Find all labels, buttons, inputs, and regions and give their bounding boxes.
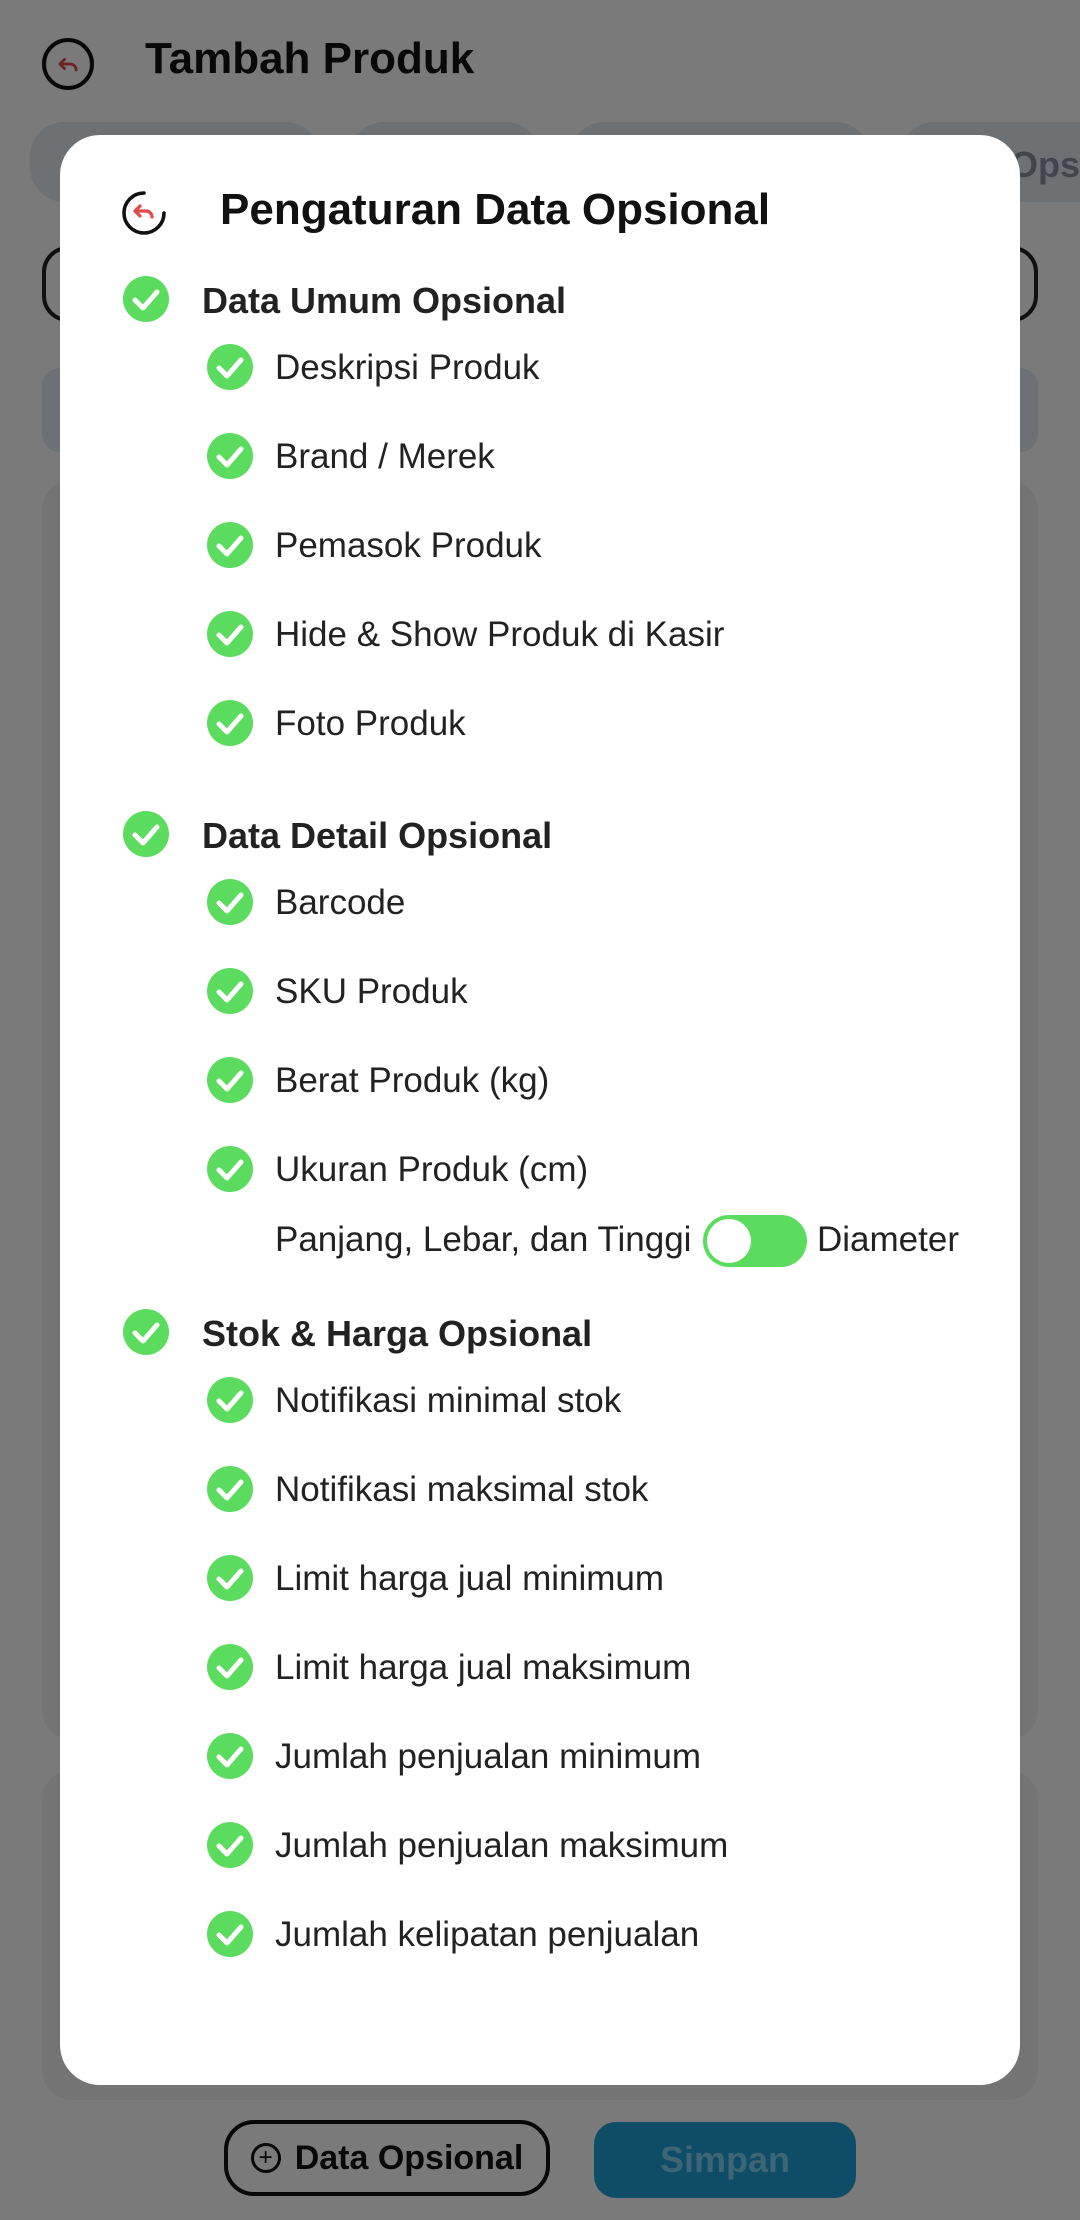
item-checkbox[interactable] (206, 432, 254, 480)
item-label: Barcode (275, 883, 406, 922)
check-circle-icon (206, 521, 254, 569)
item-checkbox[interactable] (206, 1732, 254, 1780)
item-checkbox[interactable] (206, 1554, 254, 1602)
back-arrow-icon[interactable] (120, 189, 168, 237)
item-checkbox[interactable] (206, 610, 254, 658)
item-label: Jumlah penjualan minimum (275, 1737, 702, 1776)
optional-data-settings-modal (60, 135, 1020, 2085)
check-circle-icon (206, 967, 254, 1015)
section-checkbox[interactable] (122, 275, 170, 323)
check-circle-icon (206, 1821, 254, 1869)
item-label: Jumlah penjualan maksimum (275, 1826, 729, 1865)
check-circle-icon (206, 1554, 254, 1602)
item-label: Brand / Merek (275, 437, 495, 476)
item-label: Hide & Show Produk di Kasir (275, 615, 725, 654)
item-checkbox[interactable] (206, 1910, 254, 1958)
check-circle-icon (206, 1643, 254, 1691)
check-circle-icon (206, 1910, 254, 1958)
item-label: SKU Produk (275, 972, 468, 1011)
check-circle-icon (206, 878, 254, 926)
size-mode-option-dimensions[interactable]: Panjang, Lebar, dan Tinggi (275, 1220, 692, 1259)
item-label: Notifikasi minimal stok (275, 1381, 622, 1420)
item-label: Jumlah kelipatan penjualan (275, 1915, 700, 1954)
check-circle-icon (122, 275, 170, 323)
item-label: Berat Produk (kg) (275, 1061, 550, 1100)
item-checkbox[interactable] (206, 699, 254, 747)
item-checkbox[interactable] (206, 967, 254, 1015)
section-label: Data Detail Opsional (202, 815, 553, 856)
item-label: Foto Produk (275, 704, 466, 743)
item-checkbox[interactable] (206, 1145, 254, 1193)
check-circle-icon (206, 610, 254, 658)
item-label: Limit harga jual minimum (275, 1559, 665, 1598)
size-mode-option-diameter[interactable]: Diameter (817, 1220, 959, 1259)
item-label: Limit harga jual maksimum (275, 1648, 692, 1687)
section-checkbox[interactable] (122, 810, 170, 858)
item-label: Deskripsi Produk (275, 348, 540, 387)
size-mode-toggle[interactable] (703, 1215, 807, 1267)
item-checkbox[interactable] (206, 1643, 254, 1691)
toggle-knob (707, 1219, 751, 1263)
section-checkbox[interactable] (122, 1308, 170, 1356)
check-circle-icon (206, 1145, 254, 1193)
item-checkbox[interactable] (206, 1376, 254, 1424)
item-checkbox[interactable] (206, 1821, 254, 1869)
item-checkbox[interactable] (206, 1465, 254, 1513)
check-circle-icon (206, 1056, 254, 1104)
item-checkbox[interactable] (206, 521, 254, 569)
check-circle-icon (122, 810, 170, 858)
item-label: Notifikasi maksimal stok (275, 1470, 649, 1509)
check-circle-icon (206, 1465, 254, 1513)
check-circle-icon (206, 432, 254, 480)
check-circle-icon (206, 343, 254, 391)
section-label: Stok & Harga Opsional (202, 1313, 593, 1354)
check-circle-icon (206, 699, 254, 747)
item-checkbox[interactable] (206, 343, 254, 391)
item-checkbox[interactable] (206, 1056, 254, 1104)
item-label: Ukuran Produk (cm) (275, 1150, 589, 1189)
section-label: Data Umum Opsional (202, 280, 567, 321)
check-circle-icon (206, 1732, 254, 1780)
item-label: Pemasok Produk (275, 526, 542, 565)
item-checkbox[interactable] (206, 878, 254, 926)
modal-title: Pengaturan Data Opsional (220, 185, 771, 234)
check-circle-icon (122, 1308, 170, 1356)
check-circle-icon (206, 1376, 254, 1424)
